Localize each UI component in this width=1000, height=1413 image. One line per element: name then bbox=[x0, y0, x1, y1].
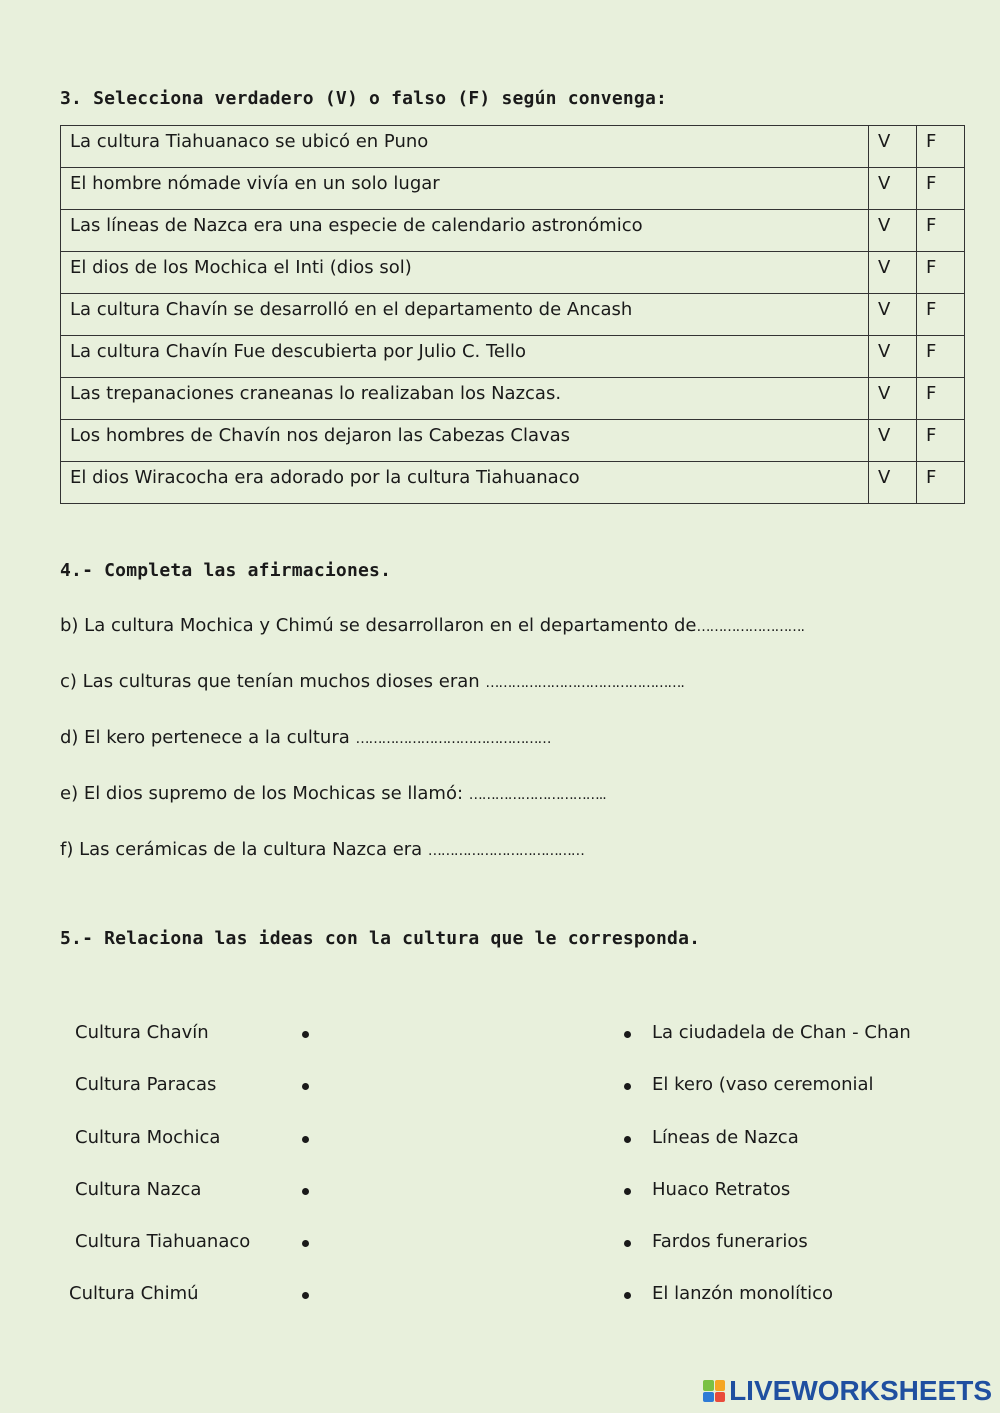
match-left-dot[interactable] bbox=[302, 1188, 309, 1195]
statement-cell: El dios Wiracocha era adorado por la cultura Tiahuanaco bbox=[61, 462, 869, 504]
match-left-item: Cultura Tiahuanaco bbox=[75, 1231, 251, 1252]
section-3-heading: 3. Selecciona verdadero (V) o falso (F) según convenga: bbox=[60, 88, 668, 109]
true-false-table bbox=[60, 125, 965, 504]
match-right-item: Fardos funerarios bbox=[652, 1231, 808, 1252]
match-right-dot[interactable] bbox=[624, 1136, 631, 1143]
table-row bbox=[61, 336, 965, 378]
false-option[interactable]: F bbox=[917, 378, 965, 420]
false-option[interactable]: F bbox=[917, 420, 965, 462]
true-option[interactable]: V bbox=[869, 378, 917, 420]
match-right-dot[interactable] bbox=[624, 1240, 631, 1247]
match-right-item: Líneas de Nazca bbox=[652, 1127, 799, 1148]
true-option[interactable]: V bbox=[869, 420, 917, 462]
fill-sentence-d bbox=[60, 727, 551, 748]
sentence-text: c) Las culturas que tenían muchos dioses eran bbox=[60, 671, 486, 692]
match-left-dot[interactable] bbox=[302, 1031, 309, 1038]
sentence-text: d) El kero pertenece a la cultura bbox=[60, 727, 356, 748]
statement-cell: La cultura Chavín Fue descubierta por Julio C. Tello bbox=[61, 336, 869, 378]
statement-cell: El dios de los Mochica el Inti (dios sol) bbox=[61, 252, 869, 294]
table-row bbox=[61, 420, 965, 462]
match-right-item: La ciudadela de Chan - Chan bbox=[652, 1022, 911, 1043]
true-option[interactable]: V bbox=[869, 294, 917, 336]
fill-sentence-c bbox=[60, 671, 684, 692]
fill-sentence-e bbox=[60, 783, 606, 804]
liveworksheets-logo bbox=[703, 1375, 992, 1407]
match-right-dot[interactable] bbox=[624, 1031, 631, 1038]
statement-cell: La cultura Chavín se desarrolló en el departamento de Ancash bbox=[61, 294, 869, 336]
table-row bbox=[61, 252, 965, 294]
section-5-heading: 5.- Relaciona las ideas con la cultura que le corresponda. bbox=[60, 928, 701, 949]
true-option[interactable]: V bbox=[869, 336, 917, 378]
true-option[interactable]: V bbox=[869, 126, 917, 168]
table-row bbox=[61, 462, 965, 504]
match-right-item: El lanzón monolítico bbox=[652, 1283, 834, 1304]
statement-cell: Las líneas de Nazca era una especie de calendario astronómico bbox=[61, 210, 869, 252]
match-right-dot[interactable] bbox=[624, 1188, 631, 1195]
statement-cell: Los hombres de Chavín nos dejaron las Cabezas Clavas bbox=[61, 420, 869, 462]
false-option[interactable]: F bbox=[917, 462, 965, 504]
match-right-dot[interactable] bbox=[624, 1292, 631, 1299]
false-option[interactable]: F bbox=[917, 294, 965, 336]
false-option[interactable]: F bbox=[917, 168, 965, 210]
answer-blank[interactable]: ………………………….. bbox=[468, 787, 606, 803]
answer-blank[interactable]: ……………………………… bbox=[427, 843, 584, 859]
table-row bbox=[61, 168, 965, 210]
true-option[interactable]: V bbox=[869, 168, 917, 210]
true-option[interactable]: V bbox=[869, 462, 917, 504]
sentence-text: f) Las cerámicas de la cultura Nazca era bbox=[60, 839, 428, 860]
match-left-item: Cultura Nazca bbox=[75, 1179, 202, 1200]
table-row bbox=[61, 210, 965, 252]
match-left-item: Cultura Mochica bbox=[75, 1127, 221, 1148]
match-right-item: El kero (vaso ceremonial bbox=[652, 1074, 874, 1095]
match-left-dot[interactable] bbox=[302, 1292, 309, 1299]
false-option[interactable]: F bbox=[917, 126, 965, 168]
match-left-dot[interactable] bbox=[302, 1240, 309, 1247]
match-left-item: Cultura Chimú bbox=[69, 1283, 199, 1304]
true-option[interactable]: V bbox=[869, 210, 917, 252]
match-left-dot[interactable] bbox=[302, 1136, 309, 1143]
answer-blank[interactable]: ………………………………………. bbox=[485, 675, 684, 691]
false-option[interactable]: F bbox=[917, 336, 965, 378]
match-left-dot[interactable] bbox=[302, 1083, 309, 1090]
table-row bbox=[61, 378, 965, 420]
answer-blank[interactable]: ……………………. bbox=[696, 619, 804, 635]
logo-mark-icon bbox=[703, 1380, 725, 1402]
table-row bbox=[61, 126, 965, 168]
false-option[interactable]: F bbox=[917, 210, 965, 252]
sentence-text: e) El dios supremo de los Mochicas se llamó: bbox=[60, 783, 469, 804]
table-row bbox=[61, 294, 965, 336]
fill-sentence-f bbox=[60, 839, 584, 860]
match-right-item: Huaco Retratos bbox=[652, 1179, 791, 1200]
statement-cell: Las trepanaciones craneanas lo realizaban los Nazcas. bbox=[61, 378, 869, 420]
match-right-dot[interactable] bbox=[624, 1083, 631, 1090]
statement-cell: El hombre nómade vivía en un solo lugar bbox=[61, 168, 869, 210]
section-4-heading: 4.- Completa las afirmaciones. bbox=[60, 560, 392, 581]
true-option[interactable]: V bbox=[869, 252, 917, 294]
statement-cell: La cultura Tiahuanaco se ubicó en Puno bbox=[61, 126, 869, 168]
answer-blank[interactable]: ……………………………………… bbox=[355, 731, 551, 747]
logo-text: LIVEWORKSHEETS bbox=[729, 1375, 992, 1406]
sentence-text: b) La cultura Mochica y Chimú se desarrollaron en el departamento de bbox=[60, 615, 697, 636]
match-left-item: Cultura Chavín bbox=[75, 1022, 209, 1043]
match-left-item: Cultura Paracas bbox=[75, 1074, 217, 1095]
false-option[interactable]: F bbox=[917, 252, 965, 294]
fill-sentence-b bbox=[60, 615, 804, 636]
